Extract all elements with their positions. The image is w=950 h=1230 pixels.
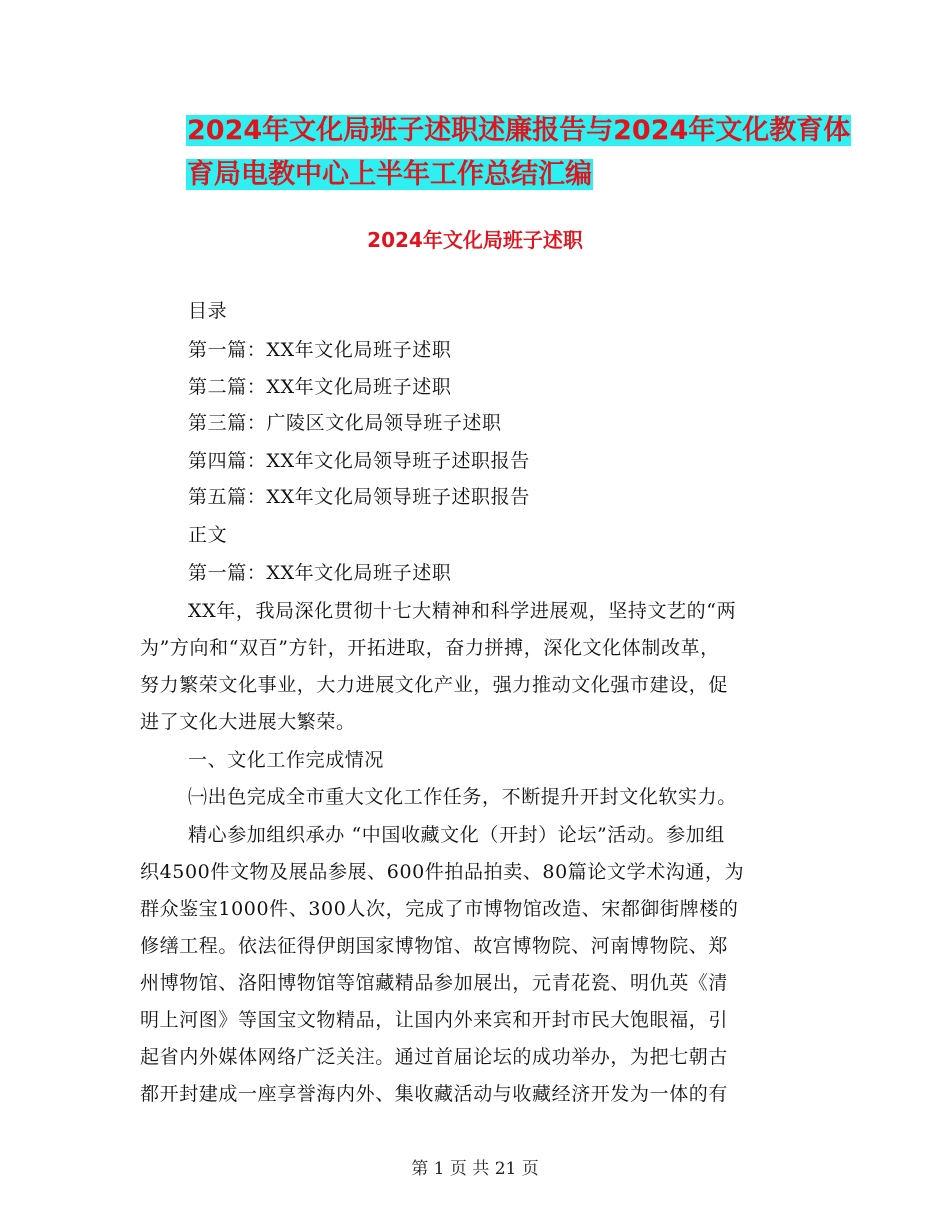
toc-item: 第三篇：广陵区文化局领导班子述职 [188,412,502,434]
paragraph-line: 群众鉴宝1000件、300人次，完成了市博物馆改造、宋都御街牌楼的 [140,898,739,920]
paragraph-line: 都开封建成一座享誉海内外、集收藏活动与收藏经济开发为一体的有 [140,1083,729,1105]
subsection-heading: ㈠出色完成全市重大文化工作任务，不断提升开封文化软实力。 [188,786,737,808]
toc-item: 第二篇：XX年文化局班子述职 [188,376,452,398]
document-title-line-2: 育局电教中心上半年工作总结汇编 [187,159,592,190]
paragraph-line: 为”方向和“双百”方针，开拓进取，奋力拼搏，深化文化体制改革， [140,637,720,659]
paragraph-line: 织4500件文物及展品参展、600件拍品拍卖、80篇论文学术沟通，为 [140,861,745,883]
paragraph-line: 州博物馆、洛阳博物馆等馆藏精品参加展出，元青花瓷、明仇英《清 [140,972,729,994]
section-title: 2024年文化局班子述职 [367,228,583,252]
document-title-line-1: 2024年文化局班子述职述廉报告与2024年文化教育体 [187,115,851,146]
paragraph-line: 精心参加组织承办 “中国收藏文化（开封）论坛”活动。参加组 [188,824,725,846]
paragraph-line: 修缮工程。依法征得伊朗国家博物馆、故宫博物院、河南博物院、郑 [140,935,729,957]
page-number-footer: 第 1 页 共 21 页 [411,1159,539,1179]
toc-item: 第一篇：XX年文化局班子述职 [188,339,452,361]
toc-item: 第五篇：XX年文化局领导班子述职报告 [188,486,530,508]
section-heading: 一、文化工作完成情况 [188,749,385,771]
chapter-title: 第一篇：XX年文化局班子述职 [188,562,452,584]
paragraph-line: 进了文化大进展大繁荣。 [140,711,356,733]
paragraph-line: 明上河图》等国宝文物精品，让国内外来宾和开封市民大饱眼福，引 [140,1009,729,1031]
paragraph-line: 起省内外媒体网络广泛关注。通过首届论坛的成功举办，为把七朝古 [140,1046,729,1068]
toc-heading: 目录 [188,300,228,322]
body-heading: 正文 [188,524,228,546]
paragraph-line: 努力繁荣文化事业，大力进展文化产业，强力推动文化强市建设，促 [140,674,729,696]
paragraph-line: XX年，我局深化贯彻十七大精神和科学进展观，坚持文艺的“两 [188,600,737,622]
toc-item: 第四篇：XX年文化局领导班子述职报告 [188,450,530,472]
